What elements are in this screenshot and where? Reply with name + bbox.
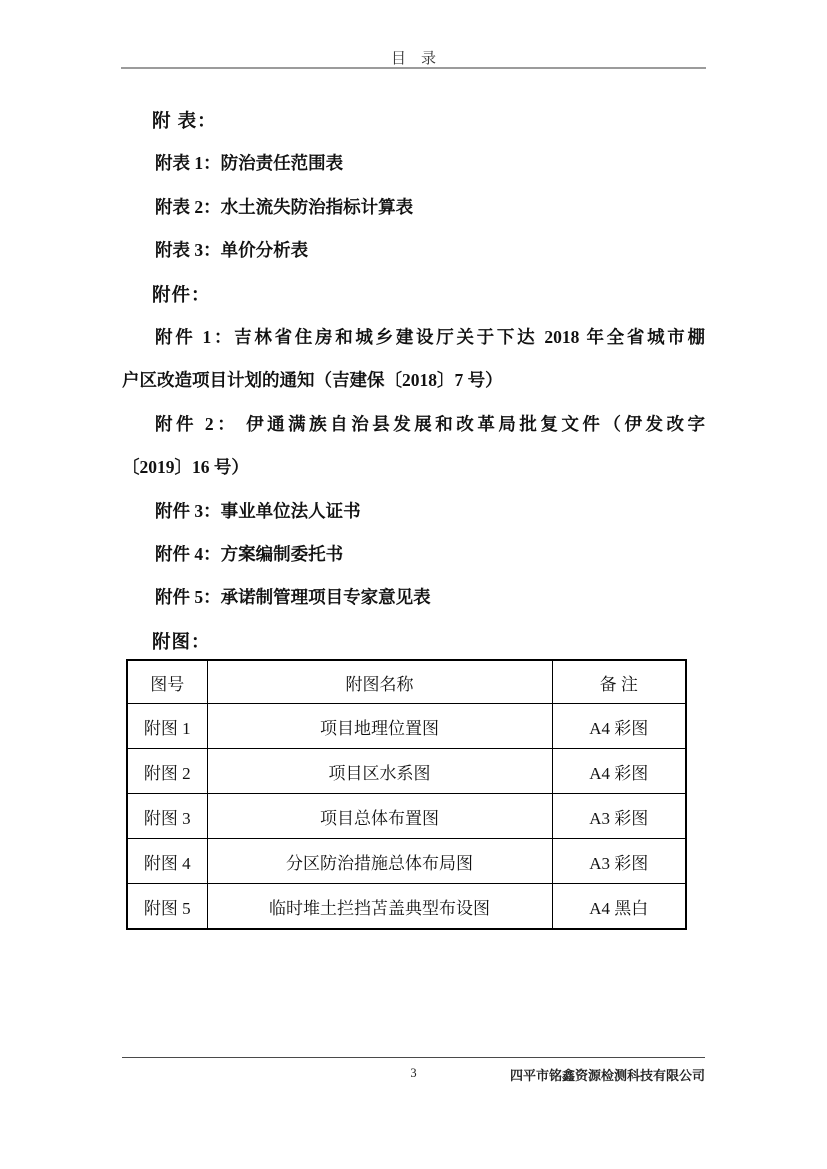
figure-remark-cell: A4 彩图	[552, 749, 686, 794]
figure-no-cell: 附图 3	[127, 794, 207, 839]
figure-no-cell: 附图 1	[127, 704, 207, 749]
figures-table-header-row	[127, 660, 686, 704]
column-header-figure-name: 附图名称	[207, 660, 552, 704]
toc-item-attachment-5: 附件 5：承诺制管理项目专家意见表	[155, 587, 431, 608]
figure-remark-cell: A4 黑白	[552, 884, 686, 930]
toc-item-attachment-1-line-2: 户区改造项目计划的通知（吉建保〔2018〕7 号）	[122, 370, 503, 391]
column-header-remark: 备 注	[552, 660, 686, 704]
figure-name-cell: 分区防治措施总体布局图	[207, 839, 552, 884]
table-row	[127, 839, 686, 884]
toc-item-attachment-2-line-1: 附件 2： 伊通满族自治县发展和改革局批复文件（伊发改字	[155, 413, 705, 434]
figure-remark-cell: A4 彩图	[552, 704, 686, 749]
figure-remark-cell: A3 彩图	[552, 839, 686, 884]
figure-name-cell: 临时堆土拦挡苫盖典型布设图	[207, 884, 552, 930]
toc-item-table-2: 附表 2：水土流失防治指标计算表	[155, 196, 414, 217]
figure-no-cell: 附图 2	[127, 749, 207, 794]
figure-name-cell: 项目地理位置图	[207, 704, 552, 749]
table-row	[127, 794, 686, 839]
toc-item-attachment-3: 附件 3：事业单位法人证书	[155, 500, 361, 521]
section-heading-attachments: 附件：	[152, 283, 211, 305]
figure-no-cell: 附图 5	[127, 884, 207, 930]
table-row	[127, 749, 686, 794]
figure-name-cell: 项目总体布置图	[207, 794, 552, 839]
toc-item-attachment-4: 附件 4：方案编制委托书	[155, 543, 344, 564]
figure-name-cell: 项目区水系图	[207, 749, 552, 794]
section-heading-attached-tables: 附 表：	[152, 110, 217, 131]
page-header-title: 目 录	[390, 51, 436, 67]
column-header-figure-no: 图号	[127, 660, 207, 704]
footer-rule	[122, 1057, 705, 1058]
header-rule	[121, 67, 706, 69]
section-heading-figures: 附图：	[152, 630, 211, 652]
toc-item-table-3: 附表 3：单价分析表	[155, 240, 309, 261]
toc-item-attachment-1-line-1: 附件 1：吉林省住房和城乡建设厅关于下达 2018 年全省城市棚	[155, 326, 705, 347]
toc-body	[122, 99, 705, 663]
figure-no-cell: 附图 4	[127, 839, 207, 884]
table-row	[127, 884, 686, 930]
toc-item-table-1: 附表 1：防治责任范围表	[155, 153, 344, 174]
figure-remark-cell: A3 彩图	[552, 794, 686, 839]
table-row	[127, 704, 686, 749]
company-name: 四平市铭鑫资源检测科技有限公司	[509, 1068, 705, 1083]
page-number: 3	[410, 1066, 417, 1080]
toc-item-attachment-2-line-2: 〔2019〕16 号）	[122, 457, 249, 478]
figures-table	[126, 659, 687, 930]
